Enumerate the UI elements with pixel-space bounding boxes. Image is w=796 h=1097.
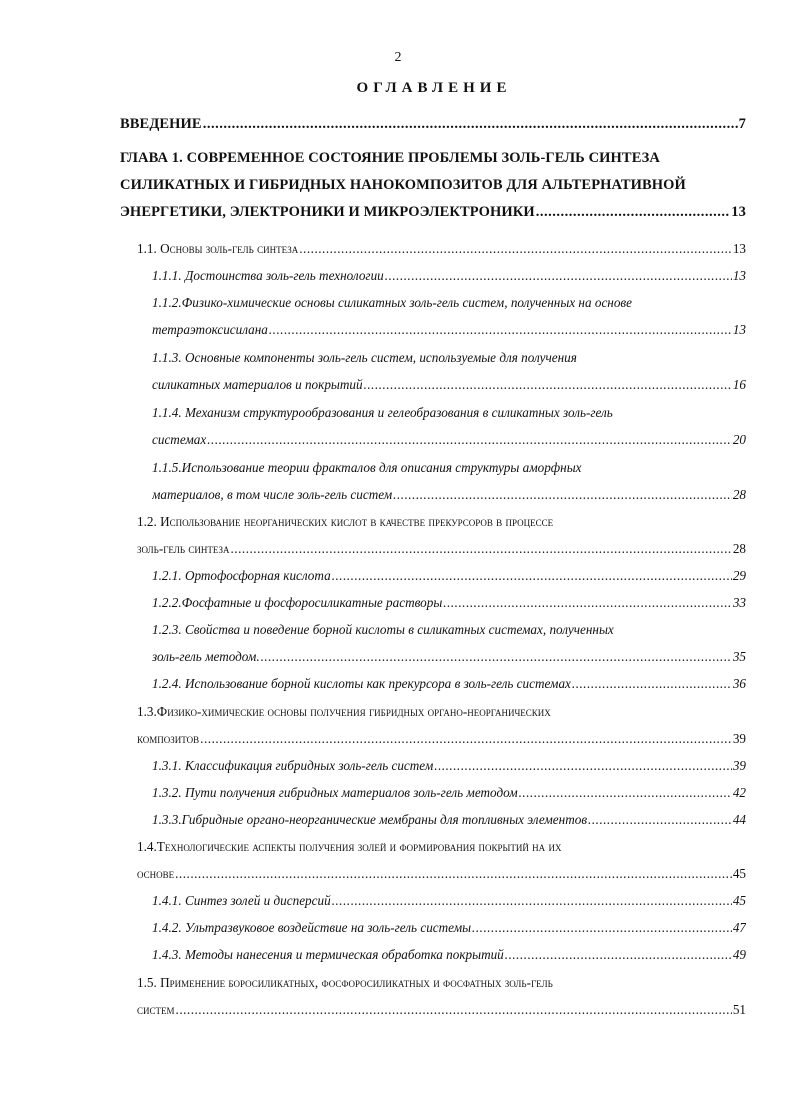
- toc-entry-1-1-3[interactable]: [152, 377, 746, 393]
- toc-entry-1-3-3[interactable]: [152, 812, 746, 828]
- toc-entry-chapter-1[interactable]: [120, 204, 746, 221]
- toc-entry-text: 1.4.3. Методы нанесения и термическая обработка покрытий: [152, 947, 504, 962]
- leader-dots: [269, 322, 732, 338]
- toc-entry-1-4-3[interactable]: [152, 947, 746, 963]
- leader-dots: [203, 116, 738, 133]
- toc-entry-line[interactable]: 1.3.Физико-химические основы получения гибридных органо-неорганических: [137, 704, 551, 719]
- toc-page-ref: 13: [732, 241, 746, 256]
- toc-page-ref: 36: [732, 676, 746, 691]
- leader-dots: [175, 866, 732, 882]
- toc-entry-1-1-5[interactable]: [152, 487, 746, 503]
- toc-page-ref: 39: [732, 731, 746, 746]
- toc-entry-text: 1.3.2. Пути получения гибридных материалов золь-гель методом: [152, 785, 518, 800]
- leader-dots: [207, 432, 732, 448]
- leader-dots: [385, 268, 732, 284]
- toc-entry-line[interactable]: 1.1.4. Механизм структурообразования и гелеобразования в силикатных золь-гель: [152, 405, 613, 420]
- toc-entry-text: 1.2.2.Фосфатные и фосфоросиликатные растворы: [152, 595, 443, 610]
- toc-entry-1-3-2[interactable]: [152, 785, 746, 801]
- toc-entry-text: 1.2.1. Ортофосфорная кислота: [152, 568, 331, 583]
- toc-page-ref: 39: [732, 758, 746, 773]
- toc-page-ref: 20: [732, 432, 746, 447]
- toc-page-ref: 51: [732, 1002, 746, 1017]
- toc-entry-1-4-2[interactable]: [152, 920, 746, 936]
- toc-page-ref: 28: [732, 487, 746, 502]
- leader-dots: [443, 595, 732, 611]
- toc-entry-text: 1.1.1. Достоинства золь-гель технологии: [152, 268, 384, 283]
- toc-entry-1-1[interactable]: [137, 241, 746, 257]
- toc-entry-1-3[interactable]: [137, 731, 746, 747]
- toc-page-ref: 42: [732, 785, 746, 800]
- toc-page-ref: 16: [732, 377, 746, 392]
- toc-page-ref: 49: [732, 947, 746, 962]
- toc-title: ОГЛАВЛЕНИЕ: [356, 80, 512, 96]
- toc-page-ref: 13: [732, 322, 746, 337]
- toc-entry-text: 1.4.2. Ультразвуковое воздействие на золь-гель системы: [152, 920, 472, 935]
- toc-entry-line[interactable]: 1.1.2.Физико-химические основы силикатных золь-гель систем, полученных на основе: [152, 295, 633, 310]
- toc-page-ref: 28: [732, 541, 746, 556]
- toc-page-ref: 13: [731, 204, 746, 220]
- toc-entry-line[interactable]: 1.5. Применение боросиликатных, фосфоросиликатных и фосфатных золь-гель: [137, 975, 553, 990]
- leader-dots: [261, 649, 732, 665]
- page-number: 2: [394, 50, 402, 65]
- toc-entry-line[interactable]: 1.4.Технологические аспекты получения золей и формирования покрытий на их: [137, 839, 562, 854]
- toc-entry-1-2-2[interactable]: [152, 595, 746, 611]
- leader-dots: [519, 785, 732, 801]
- toc-entry-1-3-1[interactable]: [152, 758, 746, 774]
- toc-page-ref: 13: [732, 268, 746, 283]
- toc-entry-1-4[interactable]: [137, 866, 746, 882]
- toc-entry-line[interactable]: 1.2. Использование неорганических кислот в качестве прекурсоров в процессе: [137, 514, 554, 529]
- toc-entry-text: 1.1. Основы золь-гель синтеза: [137, 241, 299, 256]
- leader-dots: [505, 947, 732, 963]
- toc-chapter-line[interactable]: ГЛАВА 1. СОВРЕМЕННОЕ СОСТОЯНИЕ ПРОБЛЕМЫ ЗОЛЬ-ГЕЛЬ СИНТЕЗА: [120, 150, 660, 166]
- leader-dots: [299, 241, 732, 257]
- toc-entry-1-1-1[interactable]: [152, 268, 746, 284]
- toc-entry-text: золь-гель методом.: [152, 649, 260, 664]
- toc-entry-text: системах: [152, 432, 207, 447]
- leader-dots: [536, 204, 731, 221]
- leader-dots: [200, 731, 732, 747]
- toc-entry-line[interactable]: 1.1.3. Основные компоненты золь-гель систем, используемые для получения: [152, 350, 577, 365]
- toc-entry-text: систем: [137, 1002, 175, 1017]
- toc-page-ref: 45: [732, 866, 746, 881]
- toc-page-ref: 44: [732, 812, 746, 827]
- leader-dots: [393, 487, 732, 503]
- leader-dots: [572, 676, 732, 692]
- toc-entry-1-2-4[interactable]: [152, 676, 746, 692]
- toc-page-ref: 7: [738, 116, 746, 132]
- toc-chapter-line[interactable]: СИЛИКАТНЫХ И ГИБРИДНЫХ НАНОКОМПОЗИТОВ ДЛЯ АЛЬТЕРНАТИВНОЙ: [120, 177, 686, 193]
- toc-entry-line[interactable]: 1.1.5.Использование теории фракталов для описания структуры аморфных: [152, 460, 582, 475]
- toc-entry-1-4-1[interactable]: [152, 893, 746, 909]
- toc-entry-text: 1.3.1. Классификация гибридных золь-гель систем: [152, 758, 434, 773]
- toc-page-ref: 33: [732, 595, 746, 610]
- toc-entry-intro[interactable]: [120, 116, 746, 133]
- leader-dots: [364, 377, 732, 393]
- toc-page-ref: 45: [732, 893, 746, 908]
- leader-dots: [588, 812, 732, 828]
- toc-page-ref: 35: [732, 649, 746, 664]
- toc-entry-text: ВВЕДЕНИЕ: [120, 116, 202, 132]
- leader-dots: [231, 541, 732, 557]
- toc-entry-line[interactable]: 1.2.3. Свойства и поведение борной кислоты в силикатных системах, полученных: [152, 622, 614, 637]
- toc-entry-text: золь-гель синтеза: [137, 541, 230, 556]
- toc-entry-text: 1.3.3.Гибридные органо-неорганические мембраны для топливных элементов: [152, 812, 588, 827]
- toc-entry-1-1-2[interactable]: [152, 322, 746, 338]
- toc-entry-text: композитов: [137, 731, 200, 746]
- toc-page-ref: 47: [732, 920, 746, 935]
- toc-entry-text: силикатных материалов и покрытий: [152, 377, 363, 392]
- toc-entry-text: 1.4.1. Синтез золей и дисперсий: [152, 893, 331, 908]
- toc-entry-1-2[interactable]: [137, 541, 746, 557]
- toc-entry-1-2-1[interactable]: [152, 568, 746, 584]
- leader-dots: [472, 920, 732, 936]
- toc-entry-1-2-3[interactable]: [152, 649, 746, 665]
- toc-entry-text: основе: [137, 866, 175, 881]
- toc-entry-text: материалов, в том числе золь-гель систем: [152, 487, 393, 502]
- leader-dots: [332, 568, 732, 584]
- leader-dots: [434, 758, 732, 774]
- toc-entry-text: тетраэтоксисилана: [152, 322, 268, 337]
- leader-dots: [176, 1002, 732, 1018]
- toc-page-ref: 29: [732, 568, 746, 583]
- toc-entry-text: 1.2.4. Использование борной кислоты как прекурсора в золь-гель системах: [152, 676, 571, 691]
- toc-entry-1-5[interactable]: [137, 1002, 746, 1018]
- leader-dots: [332, 893, 732, 909]
- toc-entry-text: ЭНЕРГЕТИКИ, ЭЛЕКТРОНИКИ И МИКРОЭЛЕКТРОНИКИ: [120, 204, 535, 220]
- toc-entry-1-1-4[interactable]: [152, 432, 746, 448]
